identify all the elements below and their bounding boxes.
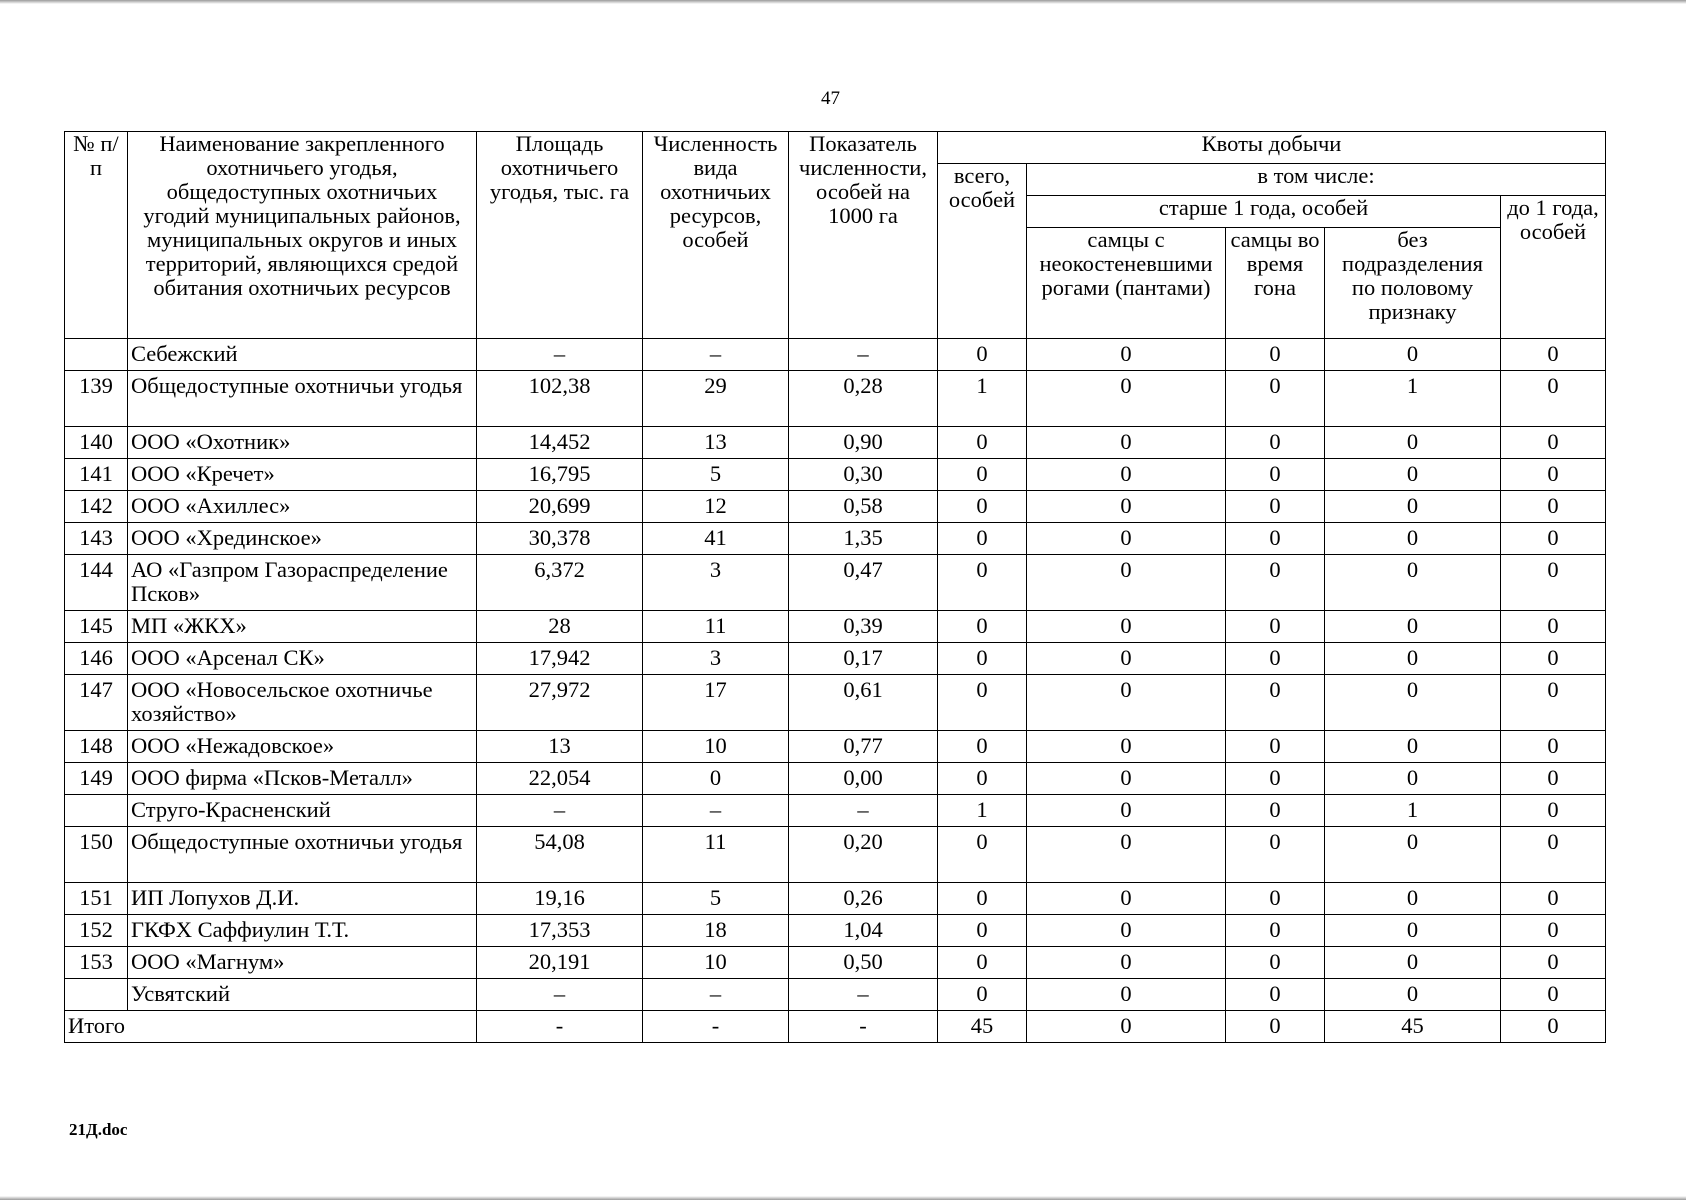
cell-num xyxy=(65,795,128,827)
table-header xyxy=(65,132,1606,339)
cell-area: 14,452 xyxy=(477,427,643,459)
cell-density: 0,00 xyxy=(789,763,938,795)
cell-num: 153 xyxy=(65,947,128,979)
cell-area: 20,191 xyxy=(477,947,643,979)
cell-name: МП «ЖКХ» xyxy=(128,611,477,643)
cell-density: 0,50 xyxy=(789,947,938,979)
cell-population: 29 xyxy=(643,371,789,427)
total-area: - xyxy=(477,1011,643,1043)
cell-no-sex: 0 xyxy=(1325,763,1501,795)
scan-edge-bottom xyxy=(0,1196,1686,1200)
cell-males-rut: 0 xyxy=(1226,675,1325,731)
cell-no-sex: 1 xyxy=(1325,371,1501,427)
cell-area: 17,942 xyxy=(477,643,643,675)
cell-area: 19,16 xyxy=(477,883,643,915)
cell-total: 0 xyxy=(938,427,1027,459)
cell-no-sex: 0 xyxy=(1325,427,1501,459)
cell-num: 147 xyxy=(65,675,128,731)
cell-area: – xyxy=(477,339,643,371)
cell-under-1-year: 0 xyxy=(1501,643,1606,675)
table-row xyxy=(65,555,1606,611)
cell-under-1-year: 0 xyxy=(1501,339,1606,371)
cell-name: ООО «Кречет» xyxy=(128,459,477,491)
table-row xyxy=(65,763,1606,795)
cell-no-sex: 0 xyxy=(1325,915,1501,947)
cell-num: 151 xyxy=(65,883,128,915)
table-row xyxy=(65,883,1606,915)
cell-under-1-year: 0 xyxy=(1501,731,1606,763)
cell-no-sex: 0 xyxy=(1325,947,1501,979)
cell-area: 16,795 xyxy=(477,459,643,491)
cell-males-antlers: 0 xyxy=(1027,915,1226,947)
cell-population: 11 xyxy=(643,611,789,643)
cell-density: 0,47 xyxy=(789,555,938,611)
total-row xyxy=(65,1011,1606,1043)
header-males-rut: самцы во время гона xyxy=(1226,228,1325,339)
cell-name: ООО «Арсенал СК» xyxy=(128,643,477,675)
cell-total: 0 xyxy=(938,947,1027,979)
cell-no-sex: 0 xyxy=(1325,523,1501,555)
table-row xyxy=(65,459,1606,491)
table-row xyxy=(65,427,1606,459)
cell-name: ООО «Новосельское охотничье хозяйство» xyxy=(128,675,477,731)
cell-males-rut: 0 xyxy=(1226,555,1325,611)
cell-males-antlers: 0 xyxy=(1027,555,1226,611)
cell-males-rut: 0 xyxy=(1226,915,1325,947)
cell-total: 0 xyxy=(938,827,1027,883)
cell-no-sex: 0 xyxy=(1325,459,1501,491)
table-row xyxy=(65,523,1606,555)
cell-population: 3 xyxy=(643,643,789,675)
cell-name: ООО «Хрединское» xyxy=(128,523,477,555)
cell-males-rut: 0 xyxy=(1226,827,1325,883)
cell-total: 1 xyxy=(938,371,1027,427)
cell-males-rut: 0 xyxy=(1226,523,1325,555)
cell-males-rut: 0 xyxy=(1226,491,1325,523)
cell-males-antlers: 0 xyxy=(1027,371,1226,427)
cell-under-1-year: 0 xyxy=(1501,555,1606,611)
header-area: Площадь охотничьего угодья, тыс. га xyxy=(477,132,643,339)
cell-population: 18 xyxy=(643,915,789,947)
cell-males-rut: 0 xyxy=(1226,371,1325,427)
hunting-quota-table xyxy=(64,131,1606,1043)
cell-name: ИП Лопухов Д.И. xyxy=(128,883,477,915)
cell-num: 143 xyxy=(65,523,128,555)
table-row xyxy=(65,339,1606,371)
cell-num: 144 xyxy=(65,555,128,611)
cell-density: 1,04 xyxy=(789,915,938,947)
cell-name: ГКФХ Саффиулин Т.Т. xyxy=(128,915,477,947)
cell-males-rut: 0 xyxy=(1226,947,1325,979)
table-row xyxy=(65,915,1606,947)
cell-num xyxy=(65,339,128,371)
cell-total: 0 xyxy=(938,339,1027,371)
header-name: Наименование закрепленного охотничьего угодья, общедоступных охотничьих угодий муниципальных районов, муниципальных округов и иных территорий, являющихся средой обитания охотничьих ресурсов xyxy=(128,132,477,339)
cell-males-antlers: 0 xyxy=(1027,763,1226,795)
page-number: 47 xyxy=(821,88,840,109)
cell-under-1-year: 0 xyxy=(1501,947,1606,979)
cell-under-1-year: 0 xyxy=(1501,979,1606,1011)
cell-density: 0,30 xyxy=(789,459,938,491)
cell-total: 0 xyxy=(938,979,1027,1011)
cell-under-1-year: 0 xyxy=(1501,611,1606,643)
total-males-rut: 0 xyxy=(1226,1011,1325,1043)
cell-no-sex: 0 xyxy=(1325,979,1501,1011)
file-name: 21Д.doc xyxy=(69,1120,128,1139)
cell-males-antlers: 0 xyxy=(1027,459,1226,491)
cell-density: 0,20 xyxy=(789,827,938,883)
cell-area: 27,972 xyxy=(477,675,643,731)
cell-density: 0,26 xyxy=(789,883,938,915)
cell-population: – xyxy=(643,795,789,827)
cell-no-sex: 0 xyxy=(1325,675,1501,731)
cell-males-rut: 0 xyxy=(1226,883,1325,915)
cell-density: – xyxy=(789,339,938,371)
cell-males-rut: 0 xyxy=(1226,339,1325,371)
cell-num: 140 xyxy=(65,427,128,459)
cell-total: 1 xyxy=(938,795,1027,827)
header-including: в том числе: xyxy=(1027,164,1606,196)
cell-name: ООО «Нежадовское» xyxy=(128,731,477,763)
cell-population: 11 xyxy=(643,827,789,883)
cell-name: АО «Газпром Газораспределение Псков» xyxy=(128,555,477,611)
cell-density: – xyxy=(789,979,938,1011)
cell-total: 0 xyxy=(938,491,1027,523)
total-males-antlers: 0 xyxy=(1027,1011,1226,1043)
cell-males-rut: 0 xyxy=(1226,427,1325,459)
total-population: - xyxy=(643,1011,789,1043)
cell-under-1-year: 0 xyxy=(1501,795,1606,827)
cell-population: 3 xyxy=(643,555,789,611)
header-num: № п/п xyxy=(65,132,128,339)
cell-total: 0 xyxy=(938,731,1027,763)
header-no-sex-division: без подразделения по половому признаку xyxy=(1325,228,1501,339)
cell-density: 0,77 xyxy=(789,731,938,763)
header-quotas: Квоты добычи xyxy=(938,132,1606,164)
cell-num: 149 xyxy=(65,763,128,795)
cell-total: 0 xyxy=(938,675,1027,731)
cell-population: 13 xyxy=(643,427,789,459)
cell-num: 145 xyxy=(65,611,128,643)
cell-density: 0,39 xyxy=(789,611,938,643)
cell-males-antlers: 0 xyxy=(1027,643,1226,675)
cell-males-antlers: 0 xyxy=(1027,675,1226,731)
table-row xyxy=(65,491,1606,523)
cell-name: Себежский xyxy=(128,339,477,371)
cell-under-1-year: 0 xyxy=(1501,763,1606,795)
table-row xyxy=(65,827,1606,883)
cell-males-rut: 0 xyxy=(1226,459,1325,491)
header-under-1-year: до 1 года, особей xyxy=(1501,196,1606,339)
cell-males-antlers: 0 xyxy=(1027,795,1226,827)
cell-total: 0 xyxy=(938,555,1027,611)
cell-males-antlers: 0 xyxy=(1027,883,1226,915)
cell-males-rut: 0 xyxy=(1226,731,1325,763)
cell-no-sex: 0 xyxy=(1325,611,1501,643)
cell-total: 0 xyxy=(938,523,1027,555)
cell-name: ООО фирма «Псков-Металл» xyxy=(128,763,477,795)
cell-no-sex: 0 xyxy=(1325,827,1501,883)
cell-no-sex: 0 xyxy=(1325,555,1501,611)
header-total: всего, особей xyxy=(938,164,1027,339)
cell-males-antlers: 0 xyxy=(1027,523,1226,555)
cell-num: 150 xyxy=(65,827,128,883)
cell-num: 148 xyxy=(65,731,128,763)
cell-under-1-year: 0 xyxy=(1501,371,1606,427)
table-row xyxy=(65,731,1606,763)
cell-males-rut: 0 xyxy=(1226,611,1325,643)
cell-total: 0 xyxy=(938,459,1027,491)
cell-area: – xyxy=(477,795,643,827)
cell-name: ООО «Ахиллес» xyxy=(128,491,477,523)
cell-total: 0 xyxy=(938,883,1027,915)
cell-name: Струго-Красненский xyxy=(128,795,477,827)
cell-total: 0 xyxy=(938,763,1027,795)
table-row xyxy=(65,675,1606,731)
cell-under-1-year: 0 xyxy=(1501,915,1606,947)
cell-density: – xyxy=(789,795,938,827)
cell-males-antlers: 0 xyxy=(1027,827,1226,883)
cell-density: 0,58 xyxy=(789,491,938,523)
cell-no-sex: 0 xyxy=(1325,883,1501,915)
cell-males-antlers: 0 xyxy=(1027,979,1226,1011)
total-label: Итого xyxy=(65,1011,477,1043)
cell-population: 10 xyxy=(643,947,789,979)
cell-name: ООО «Магнум» xyxy=(128,947,477,979)
table-row xyxy=(65,795,1606,827)
total-density: - xyxy=(789,1011,938,1043)
cell-area: 22,054 xyxy=(477,763,643,795)
cell-area: 28 xyxy=(477,611,643,643)
cell-num: 142 xyxy=(65,491,128,523)
header-older-than-1-year: старше 1 года, особей xyxy=(1027,196,1501,228)
total-under-1-year: 0 xyxy=(1501,1011,1606,1043)
cell-population: 17 xyxy=(643,675,789,731)
cell-under-1-year: 0 xyxy=(1501,427,1606,459)
cell-under-1-year: 0 xyxy=(1501,459,1606,491)
cell-males-antlers: 0 xyxy=(1027,491,1226,523)
scan-edge-top xyxy=(0,0,1686,4)
cell-area: 13 xyxy=(477,731,643,763)
cell-males-rut: 0 xyxy=(1226,643,1325,675)
cell-total: 0 xyxy=(938,643,1027,675)
cell-population: 12 xyxy=(643,491,789,523)
cell-under-1-year: 0 xyxy=(1501,883,1606,915)
cell-name: ООО «Охотник» xyxy=(128,427,477,459)
cell-name: Общедоступные охотничьи угодья xyxy=(128,371,477,427)
cell-males-antlers: 0 xyxy=(1027,427,1226,459)
cell-population: – xyxy=(643,979,789,1011)
table-row xyxy=(65,611,1606,643)
table-row xyxy=(65,979,1606,1011)
cell-num: 146 xyxy=(65,643,128,675)
cell-population: 10 xyxy=(643,731,789,763)
cell-area: – xyxy=(477,979,643,1011)
cell-males-antlers: 0 xyxy=(1027,947,1226,979)
cell-num: 141 xyxy=(65,459,128,491)
cell-no-sex: 0 xyxy=(1325,491,1501,523)
header-density: Показатель численности, особей на 1000 га xyxy=(789,132,938,339)
cell-density: 0,61 xyxy=(789,675,938,731)
table-body xyxy=(65,339,1606,1043)
cell-males-rut: 0 xyxy=(1226,795,1325,827)
cell-area: 54,08 xyxy=(477,827,643,883)
cell-males-antlers: 0 xyxy=(1027,731,1226,763)
cell-name: Усвятский xyxy=(128,979,477,1011)
total-quota: 45 xyxy=(938,1011,1027,1043)
cell-under-1-year: 0 xyxy=(1501,827,1606,883)
cell-males-antlers: 0 xyxy=(1027,611,1226,643)
cell-no-sex: 0 xyxy=(1325,731,1501,763)
cell-area: 6,372 xyxy=(477,555,643,611)
table-row xyxy=(65,371,1606,427)
total-no-sex: 45 xyxy=(1325,1011,1501,1043)
cell-area: 17,353 xyxy=(477,915,643,947)
header-population: Численность вида охотничьих ресурсов, особей xyxy=(643,132,789,339)
cell-under-1-year: 0 xyxy=(1501,491,1606,523)
cell-population: 0 xyxy=(643,763,789,795)
cell-area: 20,699 xyxy=(477,491,643,523)
cell-density: 0,17 xyxy=(789,643,938,675)
cell-no-sex: 0 xyxy=(1325,339,1501,371)
cell-males-antlers: 0 xyxy=(1027,339,1226,371)
cell-density: 1,35 xyxy=(789,523,938,555)
cell-under-1-year: 0 xyxy=(1501,675,1606,731)
cell-area: 102,38 xyxy=(477,371,643,427)
cell-density: 0,28 xyxy=(789,371,938,427)
cell-no-sex: 0 xyxy=(1325,643,1501,675)
cell-no-sex: 1 xyxy=(1325,795,1501,827)
cell-num xyxy=(65,979,128,1011)
cell-males-rut: 0 xyxy=(1226,979,1325,1011)
cell-total: 0 xyxy=(938,611,1027,643)
table-row xyxy=(65,947,1606,979)
cell-total: 0 xyxy=(938,915,1027,947)
cell-under-1-year: 0 xyxy=(1501,523,1606,555)
cell-num: 152 xyxy=(65,915,128,947)
cell-population: 5 xyxy=(643,883,789,915)
cell-males-rut: 0 xyxy=(1226,763,1325,795)
cell-area: 30,378 xyxy=(477,523,643,555)
cell-num: 139 xyxy=(65,371,128,427)
cell-population: – xyxy=(643,339,789,371)
header-males-antlers: самцы с неокостеневшими рогами (пантами) xyxy=(1027,228,1226,339)
cell-density: 0,90 xyxy=(789,427,938,459)
cell-population: 41 xyxy=(643,523,789,555)
table-row xyxy=(65,643,1606,675)
cell-name: Общедоступные охотничьи угодья xyxy=(128,827,477,883)
cell-population: 5 xyxy=(643,459,789,491)
